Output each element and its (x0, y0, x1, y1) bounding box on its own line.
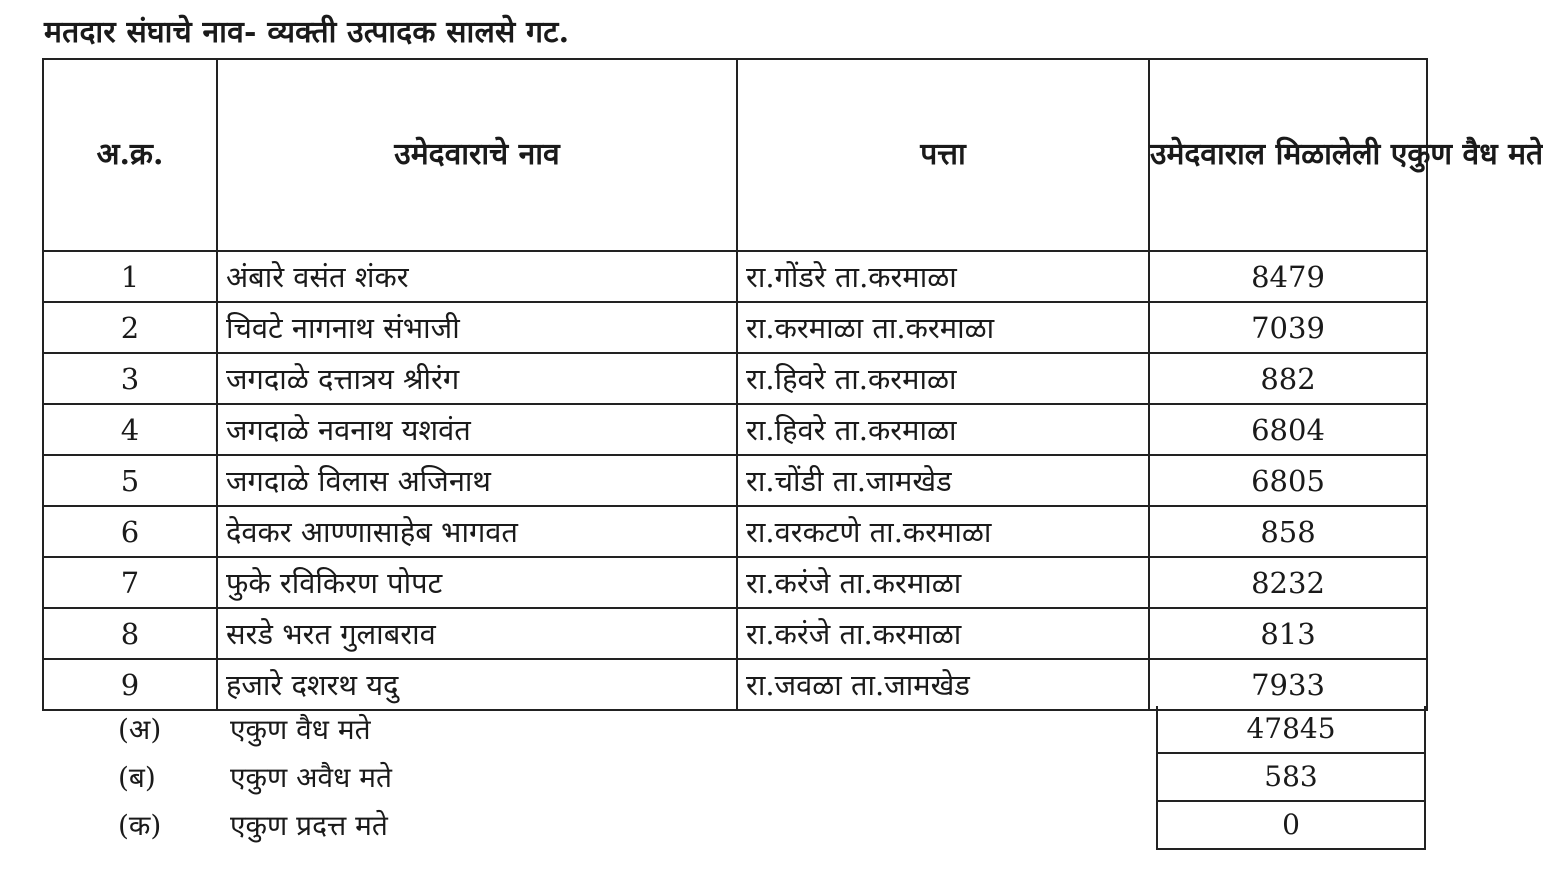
summary-label: एकुण अवैध मते (230, 761, 392, 794)
summary-value: 583 (1156, 754, 1426, 802)
candidate-name-cell: देवकर आण्णासाहेब भागवत (217, 506, 737, 557)
address-cell: रा.चोंडी ता.जामखेड (737, 455, 1149, 506)
serial-cell: 2 (43, 302, 217, 353)
votes-cell: 813 (1149, 608, 1427, 659)
votes-cell: 858 (1149, 506, 1427, 557)
address-cell: रा.हिवरे ता.करमाळा (737, 404, 1149, 455)
address-cell: रा.हिवरे ता.करमाळा (737, 353, 1149, 404)
serial-cell: 5 (43, 455, 217, 506)
summary-row-valid (0, 706, 1439, 754)
votes-cell: 6805 (1149, 455, 1427, 506)
table-row (43, 404, 1427, 455)
table-row (43, 557, 1427, 608)
summary-code: (क) (118, 809, 162, 842)
candidate-name-cell: चिवटे नागनाथ संभाजी (217, 302, 737, 353)
table-row (43, 608, 1427, 659)
candidate-name-cell: फुके रविकिरण पोपट (217, 557, 737, 608)
table-row (43, 353, 1427, 404)
header-serial: अ.क्र. (43, 59, 217, 251)
candidate-name-cell: अंबारे वसंत शंकर (217, 251, 737, 302)
candidate-name-cell: जगदाळे दत्तात्रय श्रीरंग (217, 353, 737, 404)
address-cell: रा.करंजे ता.करमाळा (737, 557, 1149, 608)
summary-code: (ब) (118, 761, 156, 794)
table-row (43, 302, 1427, 353)
votes-cell: 8479 (1149, 251, 1427, 302)
header-address: पत्ता (737, 59, 1149, 251)
serial-cell: 3 (43, 353, 217, 404)
table-row (43, 659, 1427, 710)
votes-cell: 8232 (1149, 557, 1427, 608)
address-cell: रा.करमाळा ता.करमाळा (737, 302, 1149, 353)
votes-cell: 7039 (1149, 302, 1427, 353)
summary-value: 47845 (1156, 706, 1426, 754)
table-row (43, 251, 1427, 302)
header-valid-votes: उमेदवाराल मिळालेली एकुण वैध मते (1149, 59, 1427, 251)
votes-cell: 882 (1149, 353, 1427, 404)
table-header-row (43, 59, 1427, 251)
summary-label: एकुण प्रदत्त मते (230, 809, 388, 842)
candidate-name-cell: जगदाळे नवनाथ यशवंत (217, 404, 737, 455)
summary-code: (अ) (118, 713, 162, 746)
summary-value: 0 (1156, 802, 1426, 850)
header-candidate-name: उमेदवाराचे नाव (217, 59, 737, 251)
address-cell: रा.वरकटणे ता.करमाळा (737, 506, 1149, 557)
results-table (42, 58, 1543, 711)
serial-cell: 7 (43, 557, 217, 608)
serial-cell: 6 (43, 506, 217, 557)
table-row (43, 455, 1427, 506)
address-cell: रा.करंजे ता.करमाळा (737, 608, 1149, 659)
candidate-name-cell: हजारे दशरथ यदु (217, 659, 737, 710)
summary-label: एकुण वैध मते (230, 713, 371, 746)
serial-cell: 8 (43, 608, 217, 659)
address-cell: रा.गोंडरे ता.करमाळा (737, 251, 1149, 302)
address-cell: रा.जवळा ता.जामखेड (737, 659, 1149, 710)
candidate-name-cell: जगदाळे विलास अजिनाथ (217, 455, 737, 506)
summary-row-invalid (0, 754, 1439, 802)
serial-cell: 1 (43, 251, 217, 302)
page-title: मतदार संघाचे नाव- व्यक्ती उत्पादक सालसे गट. (44, 15, 570, 50)
serial-cell: 4 (43, 404, 217, 455)
summary-row-cast (0, 802, 1439, 850)
votes-cell: 6804 (1149, 404, 1427, 455)
serial-cell: 9 (43, 659, 217, 710)
votes-cell: 7933 (1149, 659, 1427, 710)
table-row (43, 506, 1427, 557)
candidate-name-cell: सरडे भरत गुलाबराव (217, 608, 737, 659)
